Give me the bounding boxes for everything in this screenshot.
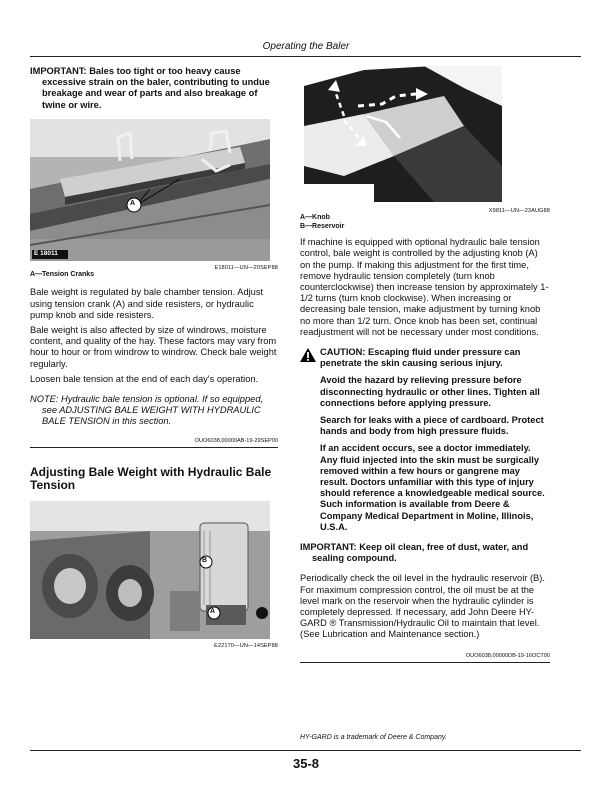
figure-callout-b: B — [202, 556, 208, 564]
running-title: Operating the Baler — [262, 41, 350, 52]
hydraulic-pump-photo — [30, 501, 270, 639]
trademark-footnote: HY-GARD is a trademark of Deere & Company. — [300, 734, 447, 741]
header-rule — [30, 56, 581, 57]
knob-reservoir-diagram — [304, 66, 502, 202]
figure-callout-a: A — [130, 199, 136, 207]
paragraph-hydraulic-tension-control: If machine is equipped with optional hydraulic bale tension control, bale weight is controlled by the adjusting knob (A) on the pump. If making this adjustment for the first time, remove hydraulic tension completely (turn knob counterclockwise) then increase tension by approximately 1-1/2 turns (turn knob clockwise). When increasing or decreasing bale tension, make adjustment by turning knob no more than 1/2 turn. Once knob has been set, continual readjustment will not be necessary under most conditions. — [300, 237, 549, 337]
section-code-left: OUO6038,00000AB-19-29SEP00 — [30, 438, 278, 448]
tension-cranks-illustration — [30, 119, 270, 261]
right-column — [300, 66, 550, 663]
figure-stamp: E 18011 — [34, 249, 58, 257]
page-number: 35-8 — [292, 756, 320, 771]
caution-relieve-pressure: Avoid the hazard by relieving pressure before disconnecting hydraulic or other lines. Tighten all connections before applying pressure. — [320, 375, 540, 408]
knob-reservoir-illustration — [304, 66, 502, 202]
caution-search-leaks: Search for leaks with a piece of cardboard. Protect hands and body from high pressure fluids. — [320, 415, 544, 437]
tension-cranks-photo — [30, 119, 270, 261]
paragraph-bale-weight-affected: Bale weight is also affected by size of windrows, moisture content, and quality of the hay. These factors may vary from hour to hour or from windrow to windrow. Check bale weight regularly. — [30, 325, 277, 369]
footer-rule — [30, 750, 581, 751]
paragraph-check-oil-level: Periodically check the oil level in the hydraulic reservoir (B). For maximum compression control, the oil must be at the level mark on the reservoir when the hydraulic cylinder is completely depressed. If necessary, add John Deere HY-GARD ® Transmission/Hydraulic Oil to maintain that level. (See Lubrication and Maintenance section.) — [300, 573, 545, 640]
important-notice-oil-clean: IMPORTANT: Keep oil clean, free of dust, water, and sealing compound. — [300, 542, 529, 564]
caution-block — [300, 347, 550, 533]
figure-callout-a-pump: A — [210, 607, 216, 615]
important-notice-bale-tightness: IMPORTANT: Bales too tight or too heavy cause excessive strain on the baler, contributing to undue breakage and wear of parts and also breakage of twine or wire. — [30, 66, 270, 110]
figure-legend-reservoir: B—Reservoir — [300, 222, 345, 230]
figure-code-hydraulic-pump: E22170—UN—14SEP88 — [214, 642, 278, 649]
caution-heading: CAUTION: Escaping fluid under pressure can penetrate the skin causing serious injury. — [320, 347, 521, 369]
left-column — [30, 66, 278, 649]
figure-code-tension-cranks: E18011—UN—20SEP88 — [214, 264, 278, 271]
section-heading-hydraulic-tension: Adjusting Bale Weight with Hydraulic Bale Tension — [30, 464, 272, 493]
paragraph-bale-weight-regulated: Bale weight is regulated by bale chamber tension. Adjust using tension crank (A) and side resisters, or hydraulic pump knob and side resisters. — [30, 287, 264, 320]
hydraulic-pump-illustration — [30, 501, 270, 639]
caution-accident: If an accident occurs, see a doctor immediately. Any fluid injected into the skin must be surgically removed within a few hours or gangrene may result. Doctors unfamiliar with this type of injury should reference a knowledgeable medical source. Such information is available from Deere & Company Medical Department in Moline, Illinois, U.S.A. — [320, 443, 545, 532]
figure-legend-tension-cranks: A—Tension Cranks — [30, 270, 95, 278]
warning-triangle-icon — [300, 348, 316, 362]
paragraph-loosen-tension: Loosen bale tension at the end of each day's operation. — [30, 373, 259, 384]
section-code-right: OUO6038,00000DB-19-16OCT00 — [300, 653, 550, 663]
figure-legend-knob: A—Knob — [300, 214, 330, 221]
figure-code-knob: X9811—UN—23AUG88 — [488, 208, 550, 214]
note-hydraulic-optional: NOTE: Hydraulic bale tension is optional. If so equipped, see ADJUSTING BALE WEIGHT WITH HYDRAULIC BALE TENSION in this section. — [30, 394, 264, 427]
